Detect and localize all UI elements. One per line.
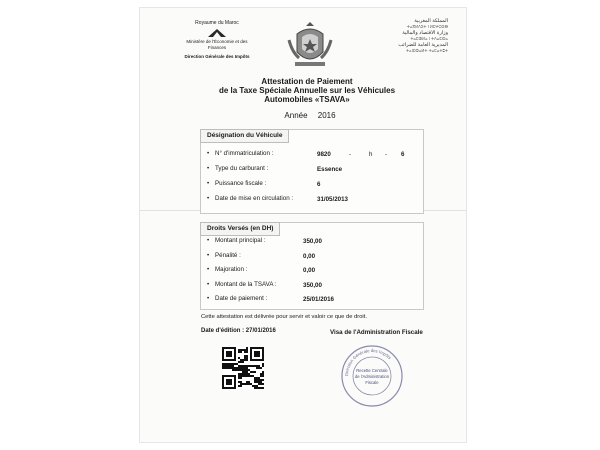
plate-region: 6 — [401, 151, 405, 158]
fee-row: • Montant principal : — [207, 237, 266, 244]
vehicle-row: • Puissance fiscale : — [207, 180, 267, 187]
year-value: 2016 — [317, 111, 336, 120]
plate-separator-1: - — [349, 151, 352, 158]
stamp-center-line-3: Fiscale — [365, 380, 379, 385]
title-line-1: Attestation de Paiement — [261, 77, 353, 86]
plate-letter: h — [369, 151, 373, 158]
stamp-center-line-1: Recette Centrale — [356, 368, 388, 373]
vehicle-row: • Date de mise en circulation : — [207, 195, 294, 202]
principal-label: Montant principal : — [215, 237, 266, 244]
tsava-amount-value: 350,00 — [303, 282, 322, 289]
fiscal-power-value: 6 — [317, 181, 321, 188]
header-left — [182, 20, 252, 60]
vehicle-section — [200, 129, 424, 214]
surcharge-value: 0,00 — [303, 267, 316, 274]
payment-date-label: Date de paiement : — [215, 295, 268, 302]
edition-date: 27/01/2016 — [245, 328, 276, 334]
plate-number: 9820 — [317, 151, 331, 158]
validity-note: Cette attestation est délivrée pour servir et valoir ce que de droit. — [201, 314, 367, 320]
fuel-type-value: Essence — [317, 166, 343, 173]
circulation-date-label: Date de mise en circulation : — [215, 195, 294, 202]
fee-row: • Majoration : — [207, 266, 248, 273]
direction-label: Direction Générale des Impôts — [184, 54, 250, 59]
title-line-2: de la Taxe Spéciale Annuelle sur les Véhicules — [218, 86, 396, 95]
header-right-arabic — [378, 18, 448, 54]
fee-row: • Montant de la TSAVA : — [207, 281, 277, 288]
tifinagh-line-1: ⵜⴰⴳⵍⴷⵉⵜ ⵏ ⵍⵎⵖⵔⵉⴱ — [406, 24, 448, 29]
fiscal-power-label: Puissance fiscale : — [215, 180, 267, 187]
moroccan-coat-of-arms-icon — [287, 20, 333, 70]
title-line-3: Automobiles «TSAVA» — [264, 95, 350, 104]
surcharge-label: Majoration : — [215, 266, 248, 273]
arabic-kingdom: المملكة المغربية — [414, 18, 448, 24]
arabic-direction: المديرية العامة للضرائب — [398, 42, 448, 48]
fees-section — [200, 222, 424, 310]
ministry-logo-icon — [208, 29, 226, 37]
circulation-date-value: 31/05/2013 — [317, 196, 348, 203]
vehicle-row: • Type du carburant : — [207, 165, 269, 172]
qr-code-icon — [222, 347, 264, 389]
edition-date-line — [201, 328, 276, 334]
stamp-ring-text: Direction Générale des Impôts — [343, 347, 393, 377]
vehicle-row: • N° d'immatriculation : — [207, 150, 274, 157]
registration-label: N° d'immatriculation : — [215, 150, 274, 157]
fees-heading: Droits Versés (en DH) — [200, 222, 280, 236]
fuel-type-label: Type du carburant : — [215, 165, 269, 172]
fiscal-visa-label: Visa de l'Administration Fiscale — [330, 329, 423, 336]
arabic-ministry: وزارة الاقتصاد والمالية — [402, 30, 448, 36]
penalty-label: Pénalité : — [215, 252, 241, 259]
fee-row: • Pénalité : — [207, 252, 241, 259]
kingdom-label: Royaume du Maroc — [195, 20, 239, 26]
official-stamp — [340, 344, 404, 408]
principal-value: 350,00 — [303, 238, 322, 245]
tsava-amount-label: Montant de la TSAVA : — [215, 281, 277, 288]
ministry-label: Ministère de l'Économie et des Finances — [186, 39, 248, 50]
year-label: Année — [284, 111, 308, 120]
document-title — [200, 77, 414, 104]
stamp-center-line-2: de l'Administration — [354, 374, 390, 379]
tifinagh-line-3: ⵜⴰⵏⵎⵀⴰⵍⵜ ⵜⴰⵎⴰⵜⵓⵜ — [405, 48, 448, 53]
penalty-value: 0,00 — [303, 253, 316, 260]
payment-date-value: 25/01/2016 — [303, 296, 334, 303]
edition-label: Date d'édition : — [201, 328, 245, 334]
year-line — [210, 111, 410, 120]
vehicle-heading: Désignation du Véhicule — [200, 129, 289, 143]
tifinagh-line-2: ⵜⴰⵎⵀⵍⴰ ⵏ ⵜⴷⴰⵎⵙⴰ — [410, 36, 448, 41]
fee-row: • Date de paiement : — [207, 295, 268, 302]
plate-separator-2: - — [385, 151, 388, 158]
